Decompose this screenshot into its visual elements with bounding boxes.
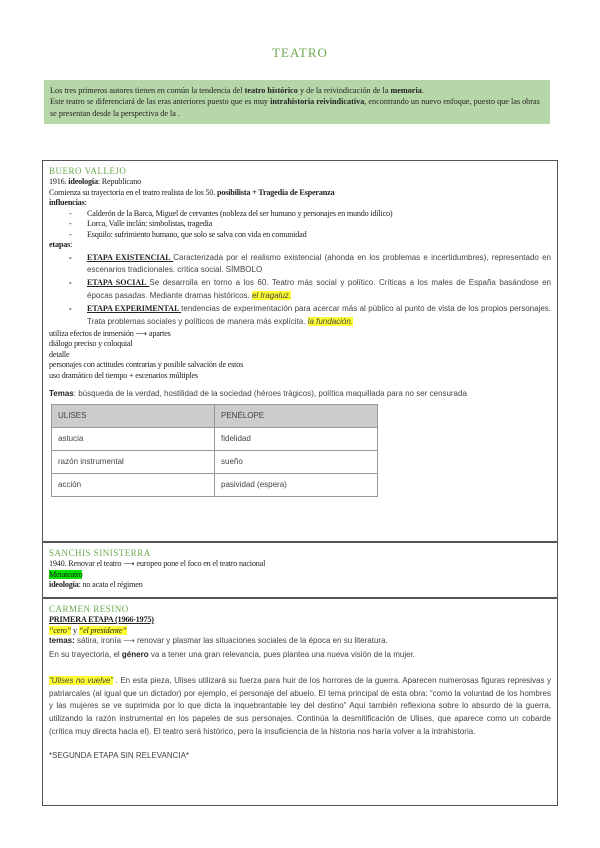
note-line: utiliza efectos de inmersión ⟶ apartes [49,328,171,338]
list-item: - Esquilo: sufrimiento humano, que solo se salva con vida en comunidad [65,230,551,241]
etapas-heading: etapas: [49,240,73,250]
label: influencias [49,198,85,208]
intro-line-2 [50,96,544,119]
carmen-temas [49,636,551,647]
text: Comienza su trayectoria en el teatro realista de los 50. [49,187,217,197]
highlighted-work: la fundación. [307,316,354,326]
author-name: BUERO VALLEJO [49,166,127,176]
text: : no acata el régimen [78,580,143,590]
sanchis-line-1: 1940. Renovar el teatro ⟶ europeo pone el foco en el teatro nacional [49,559,266,569]
table-row [52,451,378,474]
author-name: CARMEN RESINO [49,604,129,614]
text-bold: posibilista + Tragedia de Esperanza [216,187,335,197]
text-bold: ideología [68,177,98,187]
text-bold: género [121,649,149,659]
table-cell: razón instrumental [52,451,215,474]
etapa-label: PRIMERA ETAPA (1966-1975) [49,615,154,625]
metateatro-highlight: Metateatro [49,569,83,579]
buero-line-2 [49,188,551,199]
intro-bold: intrahistoria reivindicativa [270,97,365,107]
highlighted-work: “Ulises no vuelve” [49,675,114,685]
list-item: - Lorca, Valle inclán: simbolistas, tragedia [65,219,551,230]
table-row [52,428,378,451]
sanchis-ideologia [49,580,551,591]
ulises-paragraph [49,675,551,739]
note-line: diálogo preciso y coloquial [49,339,133,349]
influencias-list [49,209,551,241]
ulises-penelope-table [51,404,378,497]
label: ideología [49,580,79,590]
note-line: detalle [49,349,70,359]
intro-bold: memoria [390,86,422,95]
table-header-row [52,405,378,428]
intro-bold: teatro histórico [244,86,298,95]
etapa-label: ETAPA SOCIAL [87,278,150,288]
table-header: ULISES [52,405,215,428]
text: 1916. [49,177,69,187]
highlighted-work: “cero” [49,625,72,635]
table-cell: fidelidad [215,428,378,451]
etapa-item [49,277,551,302]
temas-line [49,389,551,400]
text: : Republicano [97,177,141,187]
carmen-trayectoria [49,650,551,661]
label: etapas [49,240,71,250]
author-name: SANCHIS SINISTERRA [49,548,151,558]
page-title: TEATRO [272,45,328,60]
buero-year-line [49,177,551,188]
etapa-item [49,252,551,277]
note-line: uso dramático del tiempo + escenarios múltiples [49,370,198,380]
obras-line [49,626,551,637]
text: En su trayectoria, el [49,649,122,659]
segunda-etapa-note: *SEGUNDA ETAPA SIN RELEVANCIA* [49,750,190,760]
intro-line-1 [50,85,544,96]
table-header: PENÉLOPE [215,405,378,428]
highlighted-work: el tragaluz. [251,290,292,300]
label: temas: [49,636,75,646]
text: y [71,625,79,635]
etapa-text: tendencias de experimentación para acercar más al público al punto de vista de los propios personajes. Trata problemas sociales y políticos de manera más explícita. [87,304,552,326]
intro-text: , encontrando un nuevo enfoque, puesto que las obras se presentan desde la perspectiva de la . [50,97,540,118]
etapa-label: ETAPA EXISTENCIAL [87,252,174,262]
text: va a tener una gran relevancia, pues plantea una nueva visión de la mujer. [148,649,415,659]
notes-list [49,329,551,382]
table-cell: sueño [215,451,378,474]
note-line: personajes con actitudes contrarias y posible salvación de estos [49,360,244,370]
influencias-heading: influencias: [49,198,87,208]
table-row [52,474,378,497]
label: Temas [49,389,74,399]
section-buero-vallejo [42,160,558,542]
etapa-item [49,303,551,328]
table-cell: pasividad (espera) [215,474,378,497]
intro-box [44,80,550,124]
etapa-heading [49,615,551,626]
etapa-label: ETAPA EXPERIMENTAL [87,304,182,314]
section-carmen-resino [42,598,558,806]
intro-text: Este teatro se diferenciará de las eras anteriores puesto que es muy [50,97,271,107]
list-item: - Calderón de la Barca, Miguel de cervantes (nobleza del ser humano y personajes en mundo idílico) [65,209,551,220]
intro-text: . [421,86,424,95]
metateatro-line [49,570,551,581]
text: : búsqueda de la verdad, hostilidad de la sociedad (héroes trágicos), política maquillada para no ser censurada [73,389,467,399]
text: . En esta pieza, Ulises utilizará su fuerza para huir de los horrores de la guerra. Aparecen numerosas figuras represivas y patriarcales (al igual que un dictador) por ejemplo, el personaje del abuelo. El tema principal de esta obra: “como la voluntad de los hombres y las mujeres se ve suprimida por lo que dicta la inquebrantable ley del destino” Aquí también reflexiona sobre lo absurdo de la guerra, utilizando la razón instrumental en los papeles de sus personajes. Continúa la desmitificación de Ulises, que aparece como un cobarde (crítica muy directa hacia el). El teatro será histórico, pero la insuficiencia de la historia nos haría volver a la intrahistoria. [49,675,552,736]
table-cell: astucia [52,428,215,451]
section-sanchis-sinisterra [42,542,558,598]
intro-text: y de la reivindicación de la [297,86,391,95]
etapa-text: Caracterizada por el realismo existencial (ahonda en los problemas e incertidumbres), representado en escenarios tradicionales. crítica social. SÍMBOLO [87,252,551,275]
table-cell: acción [52,474,215,497]
highlighted-work: “el presidente” [78,625,127,635]
text: sátira, ironía ⟶ renovar y plasmar las situaciones sociales de la época en su literatura. [74,636,388,646]
intro-text: Los tres primeros autores tienen en común la tendencia del [50,86,245,95]
etapa-text: Se desarrolla en torno a los 60. Teatro más social y político. Críticas a los males de España basándose en épocas pasadas. Mediante dramas históricos. [87,278,552,300]
